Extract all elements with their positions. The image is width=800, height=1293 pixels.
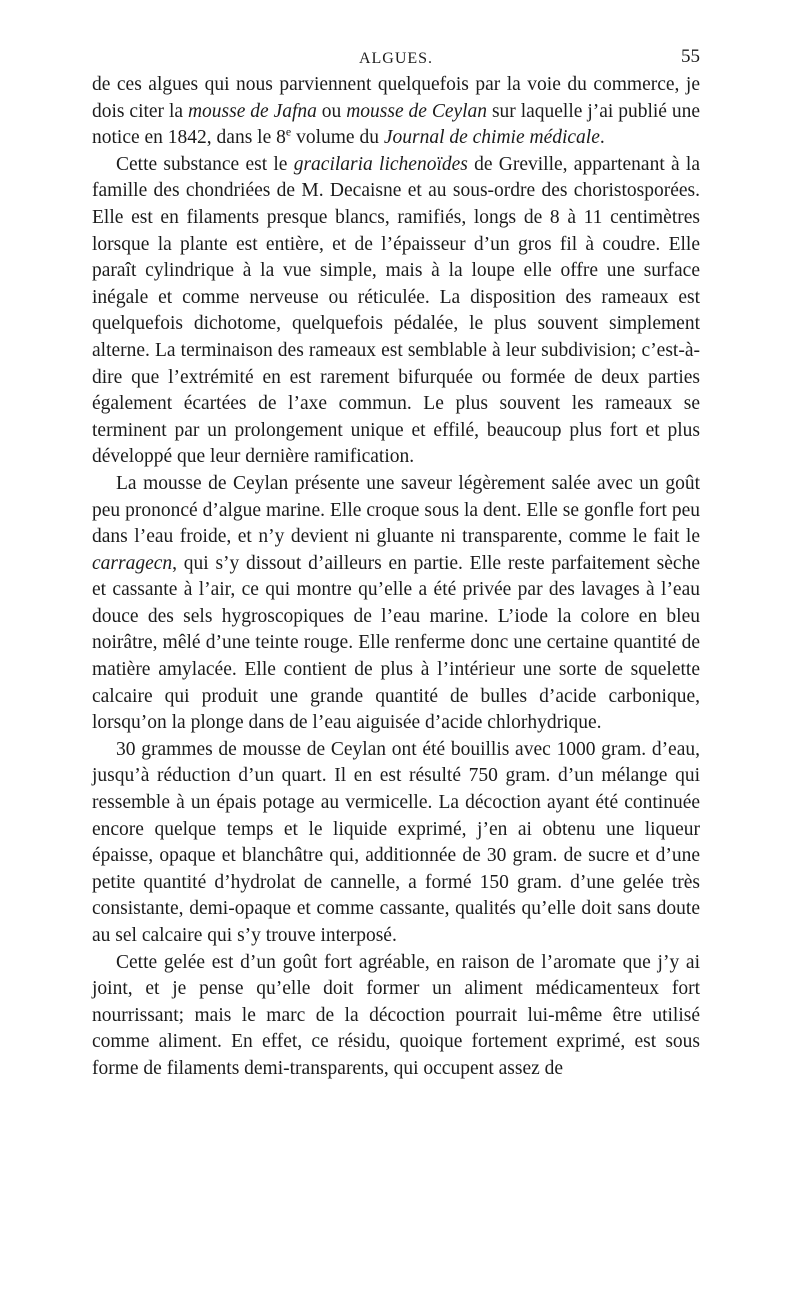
text-run: volume du (291, 127, 384, 149)
italic-run: gracilaria lichenoïdes (293, 153, 468, 175)
book-page (92, 44, 700, 1083)
paragraph-5 (92, 950, 700, 1083)
text-run: La mousse de Ceylan présente une saveur légèrement salée avec un goût peu prononcé d’algue marine. Elle croque sous la dent. Elle se gonfle fort peu dans l’eau froide, et n’y devient ni gluante ni transparente, comme le fait le (92, 472, 700, 548)
text-run: 30 grammes de mousse de Ceylan ont été bouillis avec 1000 gram. d’eau, jusqu’à réduction d’un quart. Il en est résulté 750 gram. d’un mélange qui ressemble à un épais potage au vermicelle. La décoction ayant été continuée encore quelque temps et le liquide exprimé, j’en ai obtenu une liqueur épaisse, opaque et blanchâtre qui, additionnée de 30 gram. de sucre et d’une petite quantité d’hydrolat de cannelle, a formé 150 gram. d’une gelée très consistante, demi-opaque et comme cassante, qualités qu’elle doit sans doute au sel calcaire qui s’y trouve interposé. (92, 738, 700, 946)
text-run: de Greville, appartenant à la famille des chondriées de M. Decaisne et au sous-ordre des choristosporées. Elle est en filaments presque blancs, ramifiés, longs de 8 à 11 centimètres lorsque la plante est entière, et de l’épaisseur d’un gros fil à coudre. Elle paraît cylindrique à la vue simple, mais à la loupe elle offre une surface inégale et comme nerveuse ou réticulée. La disposition des rameaux est quelquefois dichotome, quelquefois pédalée, le plus souvent simplement alterne. La terminaison des rameaux est semblable à leur subdivision; c’est-à-dire que l’extrémité en est rarement bifurquée ou formée de deux parties également écartées de l’axe commun. Le plus souvent les rameaux se terminent par un prolongement unique et effilé, beaucoup plus fort et plus développé que leur dernière ramification. (92, 153, 700, 468)
superscript-run: e (285, 124, 292, 139)
paragraph-1 (92, 72, 700, 152)
paragraph-3 (92, 471, 700, 737)
italic-run: carragecn (92, 552, 173, 574)
page-header (92, 44, 700, 72)
text-run: Cette substance est le (116, 153, 294, 175)
italic-run: Journal de chimie médicale (383, 127, 600, 149)
text-run: sur laquelle j’ai publié une notice en 1842, dans le 8 (92, 100, 701, 149)
text-run: ou (316, 100, 347, 122)
paragraph-4 (92, 737, 700, 950)
text-run: , qui s’y dissout d’ailleurs en partie. Elle reste parfaitement sèche et cassante à l’air, ce qui montre qu’elle a été privée par des lavages à l’eau douce des sels hygroscopiques de l’eau marine. L’iode la colore en bleu noirâtre, mêlé d’une teinte rouge. Elle renferme donc une certaine quantité de matière amylacée. Elle contient de plus à l’intérieur une sorte de squelette calcaire qui produit une grande quantité de bulles d’acide carbonique, lorsqu’on la plonge dans de l’eau aiguisée d’acide chlorhydrique. (92, 552, 700, 734)
page-number: 55 (681, 46, 700, 67)
italic-run: mousse de Jafna (187, 100, 317, 122)
running-head: ALGUES. (358, 50, 434, 67)
text-run: de ces algues qui nous parviennent quelquefois par la voie du commerce, je dois citer la (92, 74, 700, 122)
text-run: Cette gelée est d’un goût fort agréable, en raison de l’aromate que j’y ai joint, et je pense qu’elle doit former un aliment médicamenteux fort nourrissant; mais le marc de la décoction pourrait lui-même être utilisé comme aliment. En effet, ce résidu, quoique fortement exprimé, est sous forme de filaments demi-transparents, qui occupent assez de (92, 951, 700, 1079)
paragraph-2 (92, 152, 700, 471)
text-run: . (599, 127, 605, 149)
italic-run: mousse de Ceylan (346, 100, 488, 122)
